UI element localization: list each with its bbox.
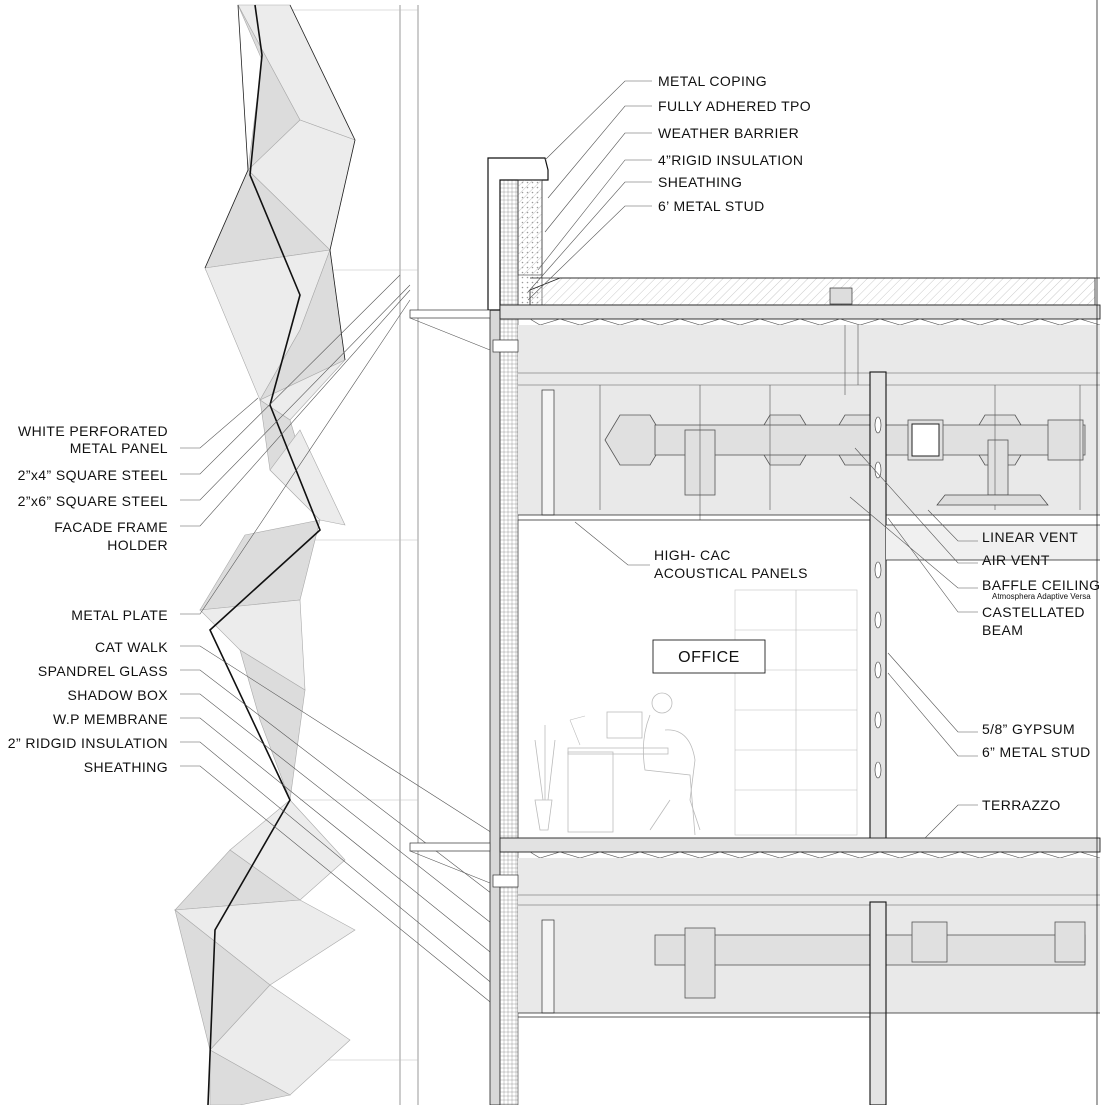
- label-castellated-beam-2: BEAM: [982, 622, 1024, 638]
- label-shadow-box: SHADOW BOX: [67, 687, 168, 703]
- label-air-vent: AIR VENT: [982, 552, 1050, 568]
- label-facade-frame-holder-2: HOLDER: [107, 537, 168, 553]
- top-callout-labels: [658, 73, 811, 214]
- label-sheathing-left: SHEATHING: [83, 759, 168, 775]
- label-4in-rigid-insulation: 4”RIGID INSULATION: [658, 152, 804, 168]
- label-cat-walk: CAT WALK: [95, 639, 168, 655]
- label-facade-frame-holder-1: FACADE FRAME: [54, 519, 168, 535]
- label-sheathing-top: SHEATHING: [658, 174, 743, 190]
- label-2in-ridgid-insulation: 2” RIDGID INSULATION: [7, 735, 168, 751]
- label-baffle-ceiling: BAFFLE CEILING: [982, 577, 1101, 593]
- label-weather-barrier: WEATHER BARRIER: [658, 125, 800, 141]
- label-baffle-ceiling-subtitle: Atmosphera Adaptive Versa: [992, 592, 1091, 601]
- label-spandrel-glass: SPANDREL GLASS: [37, 663, 168, 679]
- bookshelf: [735, 590, 857, 835]
- label-6-metal-stud-top: 6’ METAL STUD: [658, 198, 765, 214]
- leader-acoustical-panels: [575, 522, 650, 565]
- label-6in-metal-stud: 6” METAL STUD: [982, 744, 1091, 760]
- label-2x6-square-steel: 2”x6” SQUARE STEEL: [17, 493, 168, 509]
- right-callout-labels: [982, 529, 1100, 813]
- label-terrazzo: TERRAZZO: [982, 797, 1061, 813]
- label-high-cac-1: HIGH- CAC: [654, 547, 731, 563]
- label-metal-coping: METAL COPING: [658, 73, 768, 89]
- label-metal-plate: METAL PLATE: [71, 607, 168, 623]
- left-callout-labels: [8, 423, 168, 775]
- label-white-perforated-metal-panel-2: METAL PANEL: [69, 440, 168, 456]
- label-linear-vent: LINEAR VENT: [982, 529, 1079, 545]
- label-white-perforated-metal-panel-1: WHITE PERFORATED: [17, 423, 168, 439]
- room-label-office: OFFICE: [678, 649, 740, 666]
- label-castellated-beam-1: CASTELLATED: [982, 604, 1085, 620]
- label-high-cac-2: ACOUSTICAL PANELS: [654, 565, 808, 581]
- office-furniture: [535, 693, 700, 835]
- label-fully-adhered-tpo: FULLY ADHERED TPO: [658, 98, 812, 114]
- label-5-8-gypsum: 5/8” GYPSUM: [982, 721, 1076, 737]
- label-wp-membrane: W.P MEMBRANE: [52, 711, 168, 727]
- perforated-facade: [175, 5, 418, 1105]
- label-2x4-square-steel: 2”x4” SQUARE STEEL: [17, 467, 168, 483]
- top-leaders: [528, 81, 652, 300]
